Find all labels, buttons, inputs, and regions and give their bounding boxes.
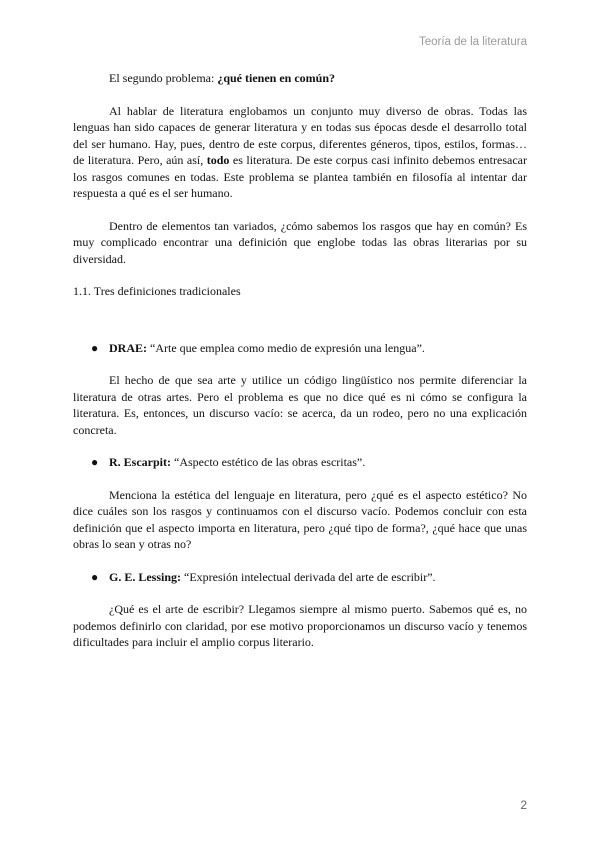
definition-author: R. Escarpit: <box>109 455 171 469</box>
problem-prefix: El segundo problema: <box>109 71 218 85</box>
page-number: 2 <box>520 798 527 812</box>
paragraph-1-part-a: Al hablar de literatura englobamos un conjunto muy diverso de obras. Todas las lenguas han sido capaces de generar literatura y en todas sus épocas desde el desarrollo total del ser humano. Hay, pues, dentro de este corpus, diferentes géneros, tipos, estilos, formas… de literatura. Pero, aún así, <box>73 103 527 167</box>
problem-question: ¿qué tienen en común? <box>217 71 335 85</box>
definition-commentary-lessing: ¿Qué es el arte de escribir? Llegamos siempre al mismo puerto. Sabemos qué es, no podemos definirlo con claridad, por ese motivo proporcionamos un discurso vacío y tenemos dificultades para incluir el amplio corpus literario. <box>73 602 527 649</box>
definition-author: G. E. Lessing: <box>109 569 182 584</box>
bullet-icon: ● <box>91 569 99 584</box>
problem-statement <box>73 70 527 87</box>
definition-quote: “Arte que emplea como medio de expresión una lengua”. <box>147 340 425 355</box>
definition-commentary-escarpit: Menciona la estética del lenguaje en literatura, pero ¿qué es el aspecto estético? No dice cuáles son los rasgos y continuamos con el discurso vacío. Podemos concluir con esta definición que el aspecto importa en literatura, pero ¿qué tipo de forma?, ¿qué hace que unas obras lo sean y otras no? <box>73 487 527 551</box>
definition-item-drae <box>73 340 527 357</box>
definition-commentary-drae: El hecho de que sea arte y utilice un código lingüístico nos permite diferenciar la literatura de otras artes. Pero el problema es que no dice qué es ni cómo se configura la literatura. Es, entonces, un discurso vacío: se acerca, da un rodeo, pero no una explicación concreta. <box>73 373 527 437</box>
running-header: Teoría de la literatura <box>418 36 527 48</box>
document-body <box>73 70 527 651</box>
definition-text <box>109 340 527 357</box>
paragraph-1-emphasis: todo <box>206 153 230 167</box>
definition-quote: “Aspecto estético de las obras escritas”. <box>171 455 366 469</box>
definition-quote: “Expresión intelectual derivada del arte de escribir”. <box>181 569 436 584</box>
paragraph-1-part-b: es literatura. De este corpus casi infinito debemos entresacar los rasgos comunes en todas. Este problema se plantea también en filosofía al intentar dar respuesta a qué es el ser humano. <box>73 153 527 200</box>
paragraph-1 <box>73 103 527 202</box>
definition-text <box>109 569 527 586</box>
definition-author: DRAE: <box>109 340 147 355</box>
bullet-icon: ● <box>91 455 99 469</box>
definition-item-lessing <box>73 569 527 586</box>
definition-item-escarpit <box>73 454 527 471</box>
paragraph-2: Dentro de elementos tan variados, ¿cómo sabemos los rasgos que hay en común? Es muy complicado encontrar una definición que englobe todas las obras literarias por su diversidad. <box>73 218 527 266</box>
definition-text <box>109 454 527 471</box>
section-heading: 1.1. Tres definiciones tradicionales <box>73 284 241 298</box>
bullet-icon: ● <box>91 340 99 355</box>
